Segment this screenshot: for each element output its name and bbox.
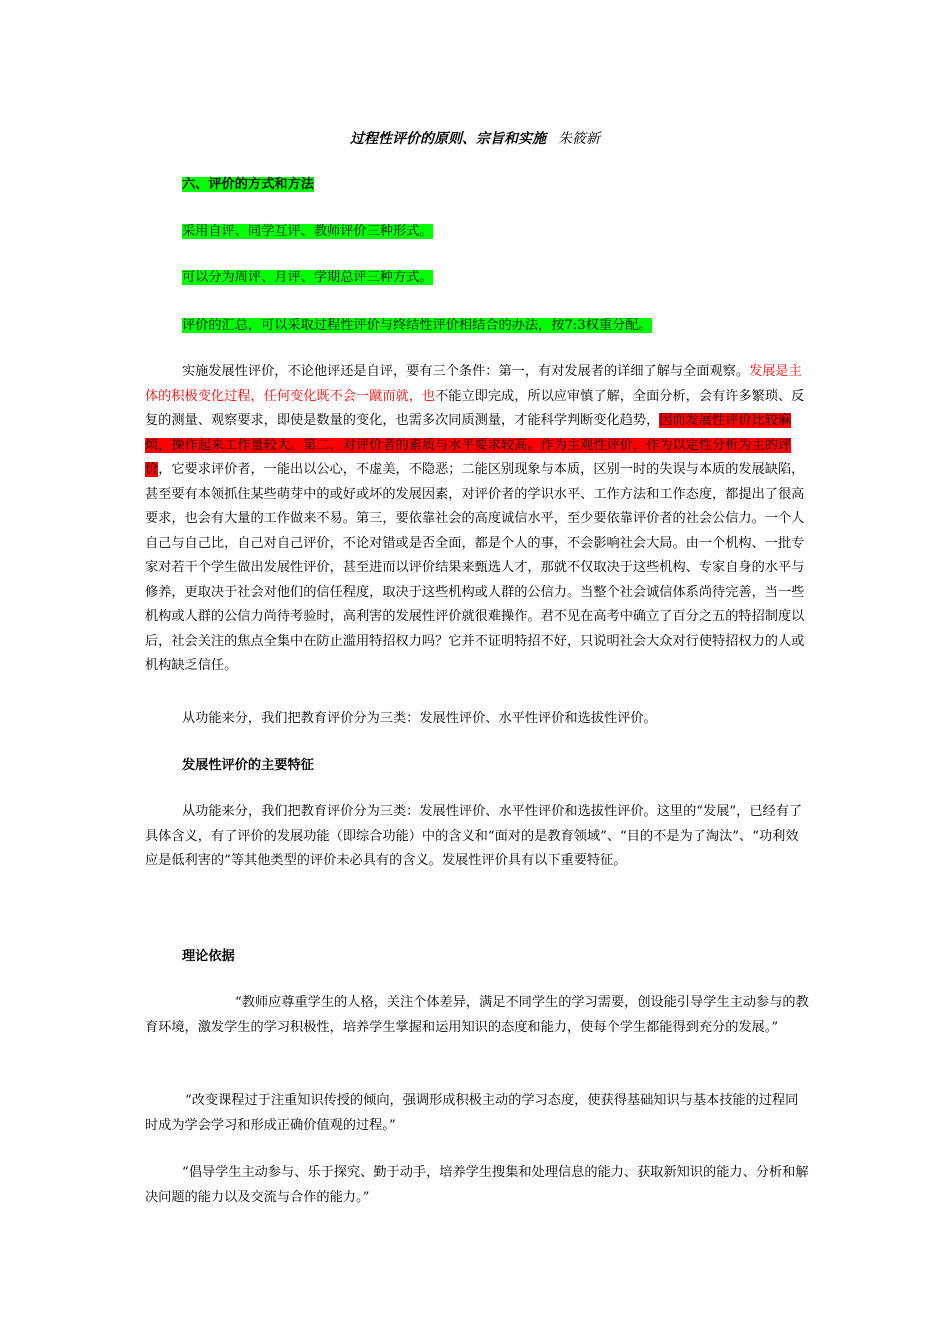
- para2-text: 从功能来分，我们把教育评价分为三类：发展性评价、水平性评价和选拔性评价。: [182, 711, 657, 726]
- document-title: 过程性评价的原则、宗旨和实施: [350, 131, 546, 147]
- green-line-2: [182, 268, 433, 288]
- para1-part2: 不能立即完成，所以应审慎了解，全面分析，会有许多繁琐、反复的测量、观察要求，即使是数量的变化，也需多次同质测量，才能科学判断变化趋势，: [145, 388, 805, 428]
- quote-1-block: [145, 991, 809, 1040]
- quote-3-block: [145, 1161, 809, 1210]
- para1-red-text: 发展是主体的积极变化过程，任何变化既不会一蹴而就，也: [145, 364, 802, 404]
- green-line-2-text: 可以分为周评、月评、学期总评三种方式。: [182, 270, 433, 285]
- quote-3-text: “倡导学生主动参与、乐于探究、勤于动手，培养学生搜集和处理信息的能力、获取新知识的能力、分析和解决问题的能力以及交流与合作的能力。”: [145, 1165, 809, 1205]
- heading-theory-basis: 理论依据: [182, 949, 235, 964]
- para3-text: 从功能来分，我们把教育评价分为三类：发展性评价、水平性评价和选拔性评价。这里的“发展”，已经有了具体含义，有了评价的发展功能（即综合功能）中的含义和“面对的是教育领域”、“目的不是为了淘汰”、“功利效应是低利害的”等其他类型的评价未必具有的含义。发展性评价具有以下重要特征。: [145, 804, 803, 868]
- document-author: 朱筱新: [558, 131, 600, 147]
- paragraph-development: [145, 800, 809, 874]
- section-heading: [182, 175, 314, 195]
- para1-part3: ，它要求评价者，一能出以公心，不虚美，不隐恶；二能区别现象与本质，区别一时的失误与本质的发展缺陷，甚至要有本领抓住某些萌芽中的或好或坏的发展因素，对评价者的学识水平、工作方法和工作态度，都提出了很高要求，也会有大量的工作做来不易。第三，要依靠社会的高度诚信水平，至少要依靠评价者的社会公信力。一个人自己与自己比，自己对自己评价，不论对错或是否全面，都是个人的事，不会影响社会大局。由一个机构、一批专家对若干个学生做出发展性评价，甚至进而以评价结果来甄选人才，那就不仅取决于这些机构、专家自身的水平与修养，更取决于社会对他们的信任程度，取决于这些机构或人群的公信力。当整个社会诚信体系尚待完善，当一些机构或人群的公信力尚待考验时，高利害的发展性评价就很难操作。君不见在高考中确立了百分之五的特招制度以后，社会关注的焦点全集中在防止滥用特招权力吗？它并不证明特招不好，只说明社会大众对行使特招权力的人或机构缺乏信任。: [145, 462, 805, 673]
- para1-part1: 实施发展性评价，不论他评还是自评，要有三个条件：第一，有对发展者的详细了解与全面观察。: [182, 364, 750, 379]
- section-heading-text: 六、评价的方式和方法: [182, 177, 314, 192]
- green-line-3: [182, 316, 652, 336]
- quote-2-block: [145, 1089, 809, 1138]
- heading-main-features: 发展性评价的主要特征: [182, 758, 314, 773]
- quote-1-text: “教师应尊重学生的人格，关注个体差异，满足不同学生的学习需要，创设能引导学生主动参与的教育环境，激发学生的学习积极性，培养学生掌握和运用知识的态度和能力，使每个学生都能得到充分的发展。”: [145, 995, 809, 1035]
- green-line-3-text: 评价的汇总，可以采取过程性评价与终结性评价相结合的办法，按7:3权重分配。: [182, 318, 652, 333]
- green-line-1: [182, 222, 433, 242]
- document-title-line: [0, 128, 950, 148]
- green-line-1-text: 采用自评、同学互评、教师评价三种形式。: [182, 224, 433, 239]
- paragraph-conditions: [145, 360, 809, 679]
- para1-red-highlight: 因而发展性评价比较麻烦，操作起来工作量较大。第二，对评价者的素质与水平要求较高。作为主观性评价，作为以定性分析为主的评价: [145, 413, 792, 477]
- quote-2-text: “改变课程过于注重知识传授的倾向，强调形成积极主动的学习态度，使获得基础知识与基本技能的过程同时成为学会学习和形成正确价值观的过程。”: [145, 1093, 799, 1133]
- paragraph-function-classes: [145, 707, 809, 732]
